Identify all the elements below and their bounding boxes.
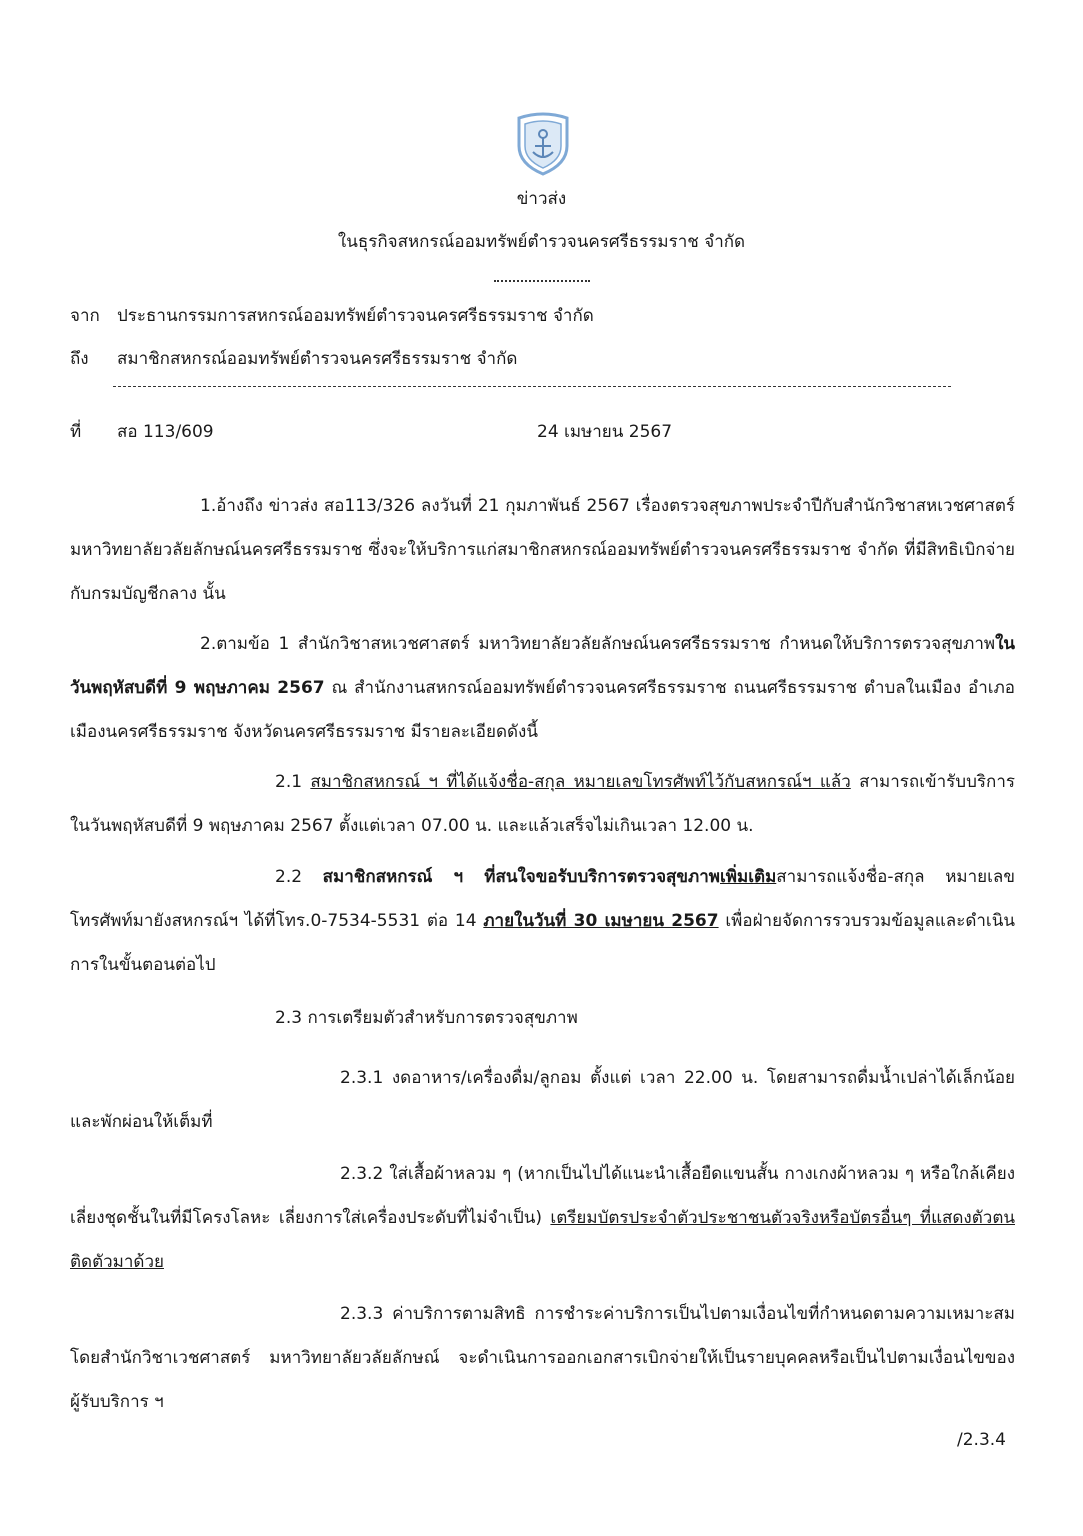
ref-label: ที่ [70, 422, 82, 442]
paragraph-2-3-3 [70, 1292, 1015, 1424]
to-label: ถึง [70, 349, 89, 369]
dashed-divider [113, 386, 951, 387]
paragraph-1-text: 1.อ้างถึง ข่าวส่ง สอ113/326 ลงวันที่ 21 กุมภาพันธ์ 2567 เรื่องตรวจสุขภาพประจำปีกับสำนักวิชาสหเวชศาสตร์ มหาวิทยาลัยวลัยลักษณ์นครศรีธรรมราช ซึ่งจะให้บริการแก่สมาชิกสหกรณ์ออมทรัพย์ตำรวจนครศรีธรรมราช จำกัด ที่มีสิทธิเบิกจ่ายกับกรมบัญชีกลาง นั้น [70, 496, 1015, 604]
paragraph-2-3-1-text: 2.3.1 งดอาหาร/เครื่องดื่ม/ลูกอม ตั้งแต่ เวลา 22.00 น. โดยสามารถดื่มน้ำเปล่าได้เล็กน้อย และพักผ่อนให้เต็มที่ [70, 1068, 1015, 1132]
paragraph-2-text-a: 2.ตามข้อ 1 สำนักวิชาสหเวชศาสตร์ มหาวิทยาลัยวลัยลักษณ์นครศรีธรรมราช กำหนดให้บริการตรวจสุขภาพ [200, 634, 996, 654]
ref-number: สอ 113/609 [117, 422, 214, 442]
paragraph-2-3-1 [70, 1056, 1015, 1144]
paragraph-2-3-3-text: 2.3.3 ค่าบริการตามสิทธิ การชำระค่าบริการเป็นไปตามเงื่อนไขที่กำหนดตามความเหมาะสม โดยสำนักวิชาเวชศาสตร์ มหาวิทยาลัยวลัยลักษณ์ จะดำเนินการออกเอกสารเบิกจ่ายให้เป็นรายบุคคลหรือเป็นไปตามเงื่อนไขของผู้รับบริการ ฯ [70, 1304, 1015, 1412]
paragraph-2-3 [70, 996, 1015, 1040]
emblem-logo [513, 112, 573, 176]
document-title: ข่าวส่ง [516, 189, 567, 209]
from-label: จาก [70, 306, 100, 326]
paragraph-2-2 [70, 855, 1015, 987]
dotted-separator [494, 280, 590, 282]
to-value: สมาชิกสหกรณ์ออมทรัพย์ตำรวจนครศรีธรรมราช จำกัด [117, 349, 518, 369]
paragraph-2-2-additional: เพิ่มเติม [720, 867, 777, 887]
continuation-marker: /2.3.4 [957, 1430, 1006, 1450]
paragraph-2-1-number: 2.1 [275, 772, 311, 792]
paragraph-2-3-2-underlined: เตรียมบัตรประจำตัวประชาชนตัวจริงหรือบัตรอื่นๆ ที่แสดงตัวตนติดตัวมาด้วย [70, 1208, 1015, 1272]
paragraph-2-3-text: 2.3 การเตรียมตัวสำหรับการตรวจสุขภาพ [275, 1008, 578, 1028]
ref-date: 24 เมษายน 2567 [537, 422, 673, 442]
paragraph-2-1 [70, 760, 1015, 848]
paragraph-2-2-bold: สมาชิกสหกรณ์ ฯ ที่สนใจขอรับบริการตรวจสุขภาพ [322, 867, 720, 887]
paragraph-1 [70, 484, 1015, 616]
paragraph-2-date: ในวันพฤหัสบดีที่ 9 พฤษภาคม 2567 [70, 634, 1015, 698]
paragraph-2-3-2-text: 2.3.2 ใส่เสื้อผ้าหลวม ๆ (หากเป็นไปได้แนะนำเสื้อยืดแขนสั้น กางเกงผ้าหลวม ๆ หรือใกล้เคียง เลี่ยงชุดชั้นในที่มีโครงโลหะ เลี่ยงการใส่เครื่องประดับที่ไม่จำเป็น) [70, 1164, 1015, 1228]
shield-emblem-icon [513, 112, 573, 176]
paragraph-2-1-rest: สามารถเข้ารับบริการในวันพฤหัสบดีที่ 9 พฤษภาคม 2567 ตั้งแต่เวลา 07.00 น. และแล้วเสร็จไม่เกินเวลา 12.00 น. [70, 772, 1015, 836]
paragraph-2-1-underlined: สมาชิกสหกรณ์ ฯ ที่ได้แจ้งชื่อ-สกุล หมายเลขโทรศัพท์ไว้กับสหกรณ์ฯ แล้ว [310, 772, 851, 792]
paragraph-2-2-number: 2.2 [275, 867, 323, 887]
document-subtitle: ในธุรกิจสหกรณ์ออมทรัพย์ตำรวจนครศรีธรรมราช จำกัด [337, 232, 746, 252]
paragraph-2-2-end: เพื่อฝ่ายจัดการรวบรวมข้อมูลและดำเนินการในขั้นตอนต่อไป [70, 911, 1015, 975]
paragraph-2-text-c: ณ สำนักงานสหกรณ์ออมทรัพย์ตำรวจนครศรีธรรมราช ถนนศรีธรรมราช ตำบลในเมือง อำเภอเมืองนครศรีธรรมราช จังหวัดนครศรีธรรมราช มีรายละเอียดดังนี้ [70, 678, 1015, 742]
paragraph-2-2-mid: สามารถแจ้งชื่อ-สกุล หมายเลขโทรศัพท์มายังสหกรณ์ฯ ได้ที่โทร.0-7534-5531 ต่อ 14 [70, 867, 1015, 931]
paragraph-2 [70, 622, 1015, 754]
paragraph-2-3-2 [70, 1152, 1015, 1284]
paragraph-2-2-deadline: ภายในวันที่ 30 เมษายน 2567 [483, 911, 719, 931]
from-value: ประธานกรรมการสหกรณ์ออมทรัพย์ตำรวจนครศรีธรรมราช จำกัด [117, 306, 594, 326]
